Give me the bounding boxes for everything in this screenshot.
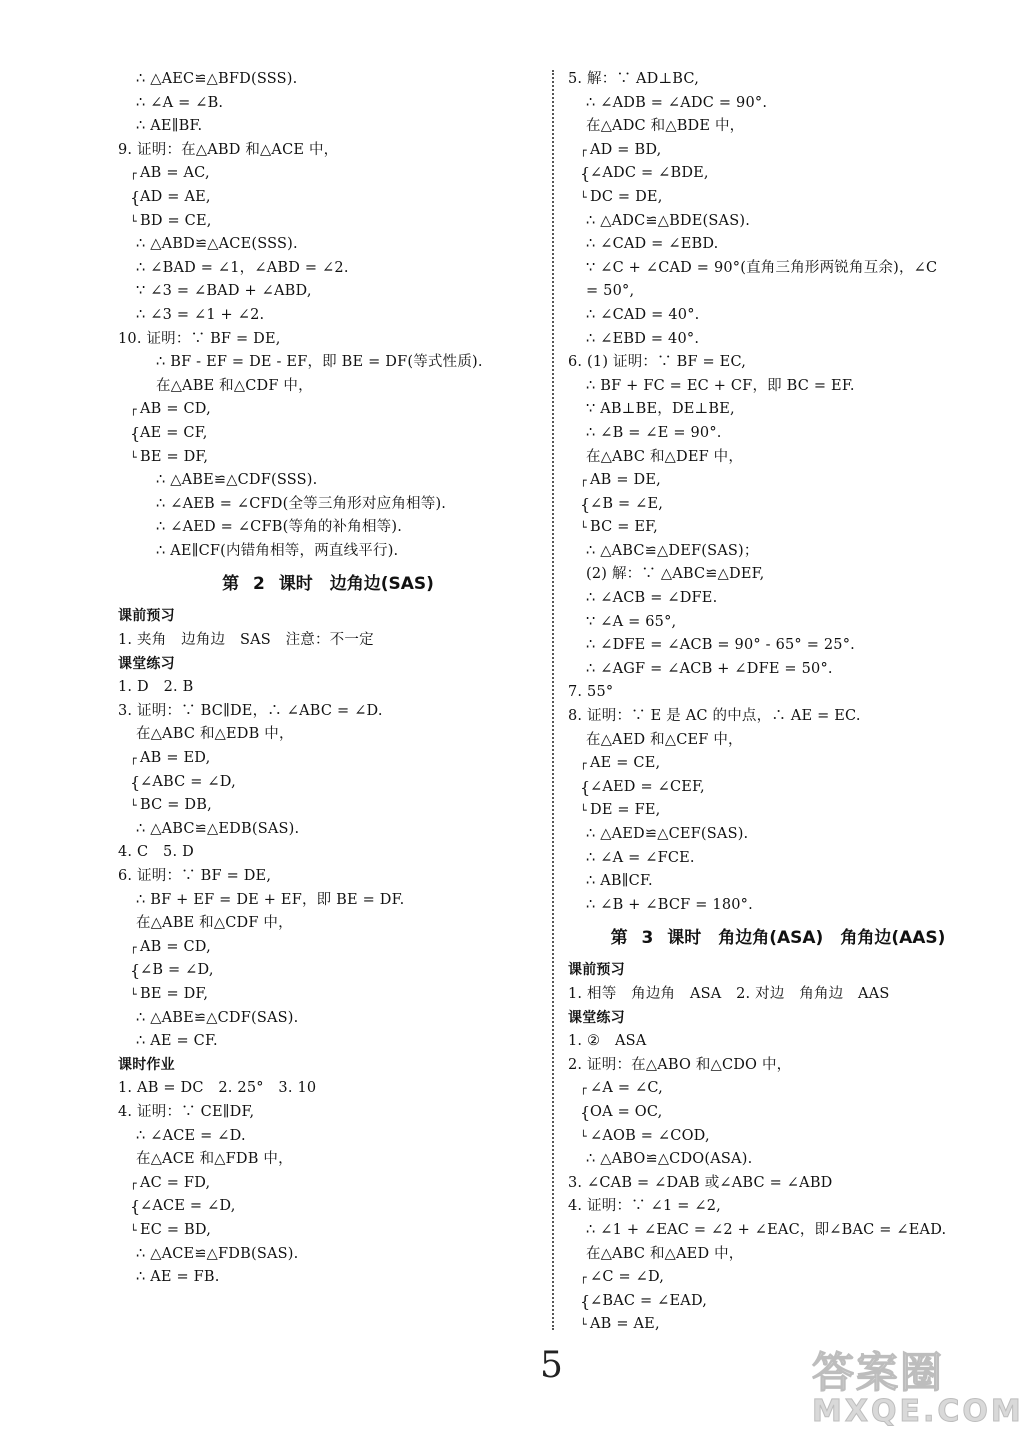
- brace-condition-line: [118, 210, 538, 234]
- section-heading: 课前预习: [568, 962, 625, 979]
- brace-mark: [580, 516, 590, 540]
- text-line: ∴ ∠A = ∠FCE.: [586, 849, 695, 866]
- brace-mark: [130, 446, 140, 470]
- text-line: ∴ AE∥BF.: [136, 118, 203, 135]
- text-line: 1. 相等 角边角 ASA 2. 对边 角角边 AAS: [568, 985, 890, 1002]
- brace-mark: [130, 186, 140, 212]
- brace-condition-line: [568, 1077, 988, 1101]
- brace-mark: [130, 1172, 140, 1196]
- text-line: ∴ ∠A = ∠B.: [136, 94, 224, 111]
- condition-text: ∠A = ∠C,: [590, 1080, 663, 1097]
- condition-text: AB = AC,: [140, 165, 210, 182]
- text-line: ∴ △ABE≌△CDF(SSS).: [156, 472, 318, 489]
- text-line: ∴ ∠B = ∠E = 90°.: [586, 424, 722, 441]
- condition-text: BC = DB,: [140, 797, 212, 814]
- brace-mark: [130, 162, 140, 186]
- condition-text: BD = CE,: [140, 212, 212, 229]
- brace-condition-line: [118, 446, 538, 470]
- brace-condition-line: [118, 162, 538, 186]
- condition-text: BE = DF,: [140, 448, 209, 465]
- right-column: [568, 68, 988, 1337]
- text-line: ∴ △ABC≌△EDB(SAS).: [136, 820, 300, 837]
- brace-condition-line: [568, 139, 988, 163]
- text-line: 10. 证明：∵ BF = DE,: [118, 330, 281, 347]
- brace-condition-line: [568, 493, 988, 517]
- brace-condition-line: [118, 1172, 538, 1196]
- text-line: ∵ ∠A = 65°,: [586, 613, 677, 630]
- text-line: ∴ ∠ACB = ∠DFE.: [586, 590, 718, 607]
- text-line: ∴ △ABC≌△DEF(SAS)；: [586, 542, 759, 559]
- text-line: ∴ △ABE≌△CDF(SAS).: [136, 1009, 299, 1026]
- section-heading: 课堂练习: [568, 1009, 625, 1026]
- text-line: ∴ △ABO≌△CDO(ASA).: [586, 1151, 753, 1168]
- condition-text: AD = BD,: [590, 141, 662, 158]
- brace-condition-line: [118, 959, 538, 983]
- brace-mark: [130, 210, 140, 234]
- watermark-text-cn: 答案圈: [812, 1348, 945, 1397]
- text-line: ∴ ∠CAD = 40°.: [586, 306, 700, 323]
- condition-text: DC = DE,: [590, 188, 663, 205]
- watermark-logo: [812, 1340, 1024, 1429]
- section-heading: 课堂练习: [118, 655, 175, 672]
- text-line: ∴ △AEC≌△BFD(SSS).: [136, 71, 298, 87]
- text-line: 在△ABE 和△CDF 中，: [156, 377, 313, 394]
- brace-condition-line: [568, 752, 988, 776]
- left-column: [118, 68, 538, 1290]
- text-line: ∴ ∠EBD = 40°.: [586, 330, 700, 347]
- lesson-title: 第 3 课时 角边角(ASA) 角角边(AAS): [610, 928, 946, 949]
- text-line: 4. C 5. D: [118, 844, 194, 861]
- condition-text: ∠B = ∠E,: [590, 495, 664, 512]
- section-heading: 课前预习: [118, 608, 175, 625]
- text-line: 6. 证明：∵ BF = DE,: [118, 868, 272, 884]
- brace-condition-line: [118, 186, 538, 210]
- brace-mark: [130, 1195, 140, 1221]
- text-line: ∴ ∠AEB = ∠CFD(全等三角形对应角相等).: [156, 495, 447, 512]
- text-line: 3. ∠CAB = ∠DAB 或∠ABC = ∠ABD: [568, 1174, 833, 1191]
- text-line: ∵ ∠C + ∠CAD = 90°(直角三角形两锐角互余)，∠C: [586, 259, 938, 276]
- brace-mark: [130, 983, 140, 1007]
- text-line: 在△ADC 和△BDE 中，: [586, 118, 745, 135]
- text-line: 5. 解：∵ AD⊥BC,: [568, 71, 699, 87]
- brace-mark: [130, 398, 140, 422]
- condition-text: AB = AE,: [590, 1316, 660, 1333]
- text-line: (2) 解：∵ △ABC≌△DEF,: [586, 566, 765, 583]
- text-line: 9. 证明：在△ABD 和△ACE 中，: [118, 141, 339, 158]
- condition-text: ∠ABC = ∠D,: [140, 773, 236, 790]
- brace-mark: [580, 186, 590, 210]
- text-line: ∴ △AED≌△CEF(SAS).: [586, 826, 749, 842]
- text-line: 在△ACE 和△FDB 中，: [136, 1151, 293, 1168]
- text-line: 在△ABE 和△CDF 中，: [136, 915, 293, 932]
- brace-mark: [580, 1266, 590, 1290]
- brace-condition-line: [118, 1219, 538, 1243]
- text-line: 在△ABC 和△EDB 中，: [136, 726, 294, 743]
- text-line: 8. 证明：∵ E 是 AC 的中点，∴ AE = EC.: [568, 708, 861, 725]
- brace-mark: [580, 469, 590, 493]
- brace-mark: [130, 959, 140, 985]
- brace-mark: [580, 139, 590, 163]
- brace-mark: [580, 752, 590, 776]
- text-line: ∴ ∠1 + ∠EAC = ∠2 + ∠EAC，即∠BAC = ∠EAD.: [586, 1221, 947, 1238]
- column-divider: [552, 70, 554, 1330]
- text-line: = 50°,: [586, 283, 635, 300]
- text-line: ∴ AB∥CF.: [586, 873, 653, 890]
- brace-condition-line: [118, 771, 538, 795]
- condition-text: AB = CD,: [140, 938, 211, 955]
- condition-text: EC = BD,: [140, 1221, 212, 1238]
- brace-condition-line: [568, 162, 988, 186]
- text-line: ∴ △ADC≌△BDE(SAS).: [586, 212, 751, 229]
- text-line: ∴ ∠B + ∠BCF = 180°.: [586, 896, 753, 913]
- text-line: ∴ AE = FB.: [136, 1269, 220, 1286]
- text-line: ∴ △ABD≌△ACE(SSS).: [136, 236, 298, 253]
- brace-condition-line: [568, 516, 988, 540]
- brace-mark: [580, 493, 590, 519]
- brace-condition-line: [568, 1125, 988, 1149]
- text-line: ∴ AE = CF.: [136, 1033, 218, 1050]
- brace-mark: [580, 1077, 590, 1101]
- condition-text: ∠BAC = ∠EAD,: [590, 1292, 708, 1309]
- condition-text: AC = FD,: [140, 1174, 211, 1191]
- text-line: 7. 55°: [568, 684, 614, 701]
- text-line: ∵ ∠3 = ∠BAD + ∠ABD,: [136, 283, 312, 300]
- condition-text: ∠ACE = ∠D,: [140, 1198, 236, 1215]
- text-line: 在△AED 和△CEF 中，: [586, 731, 743, 748]
- condition-text: ∠C = ∠D,: [590, 1269, 665, 1286]
- text-line: ∴ BF + FC = EC + CF，即 BC = EF.: [586, 377, 855, 394]
- brace-mark: [130, 936, 140, 960]
- text-line: ∴ ∠ACE = ∠D.: [136, 1127, 246, 1144]
- brace-condition-line: [118, 936, 538, 960]
- text-line: 在△ABC 和△DEF 中，: [586, 448, 744, 465]
- brace-condition-line: [118, 794, 538, 818]
- brace-condition-line: [118, 747, 538, 771]
- brace-mark: [580, 799, 590, 823]
- text-line: 2. 证明：在△ABO 和△CDO 中，: [568, 1056, 792, 1073]
- text-line: ∴ BF + EF = DE + EF，即 BE = DF.: [136, 891, 405, 908]
- brace-condition-line: [118, 398, 538, 422]
- text-line: 4. 证明：∵ ∠1 = ∠2,: [568, 1198, 721, 1215]
- page-number: 5: [540, 1345, 563, 1386]
- brace-mark: [130, 771, 140, 797]
- brace-condition-line: [568, 1101, 988, 1125]
- text-line: 1. AB = DC 2. 25° 3. 10: [118, 1080, 317, 1097]
- text-line: 1. D 2. B: [118, 679, 194, 696]
- brace-mark: [580, 776, 590, 802]
- condition-text: AE = CF,: [140, 424, 208, 441]
- condition-text: ∠B = ∠D,: [140, 962, 214, 979]
- condition-text: AE = CE,: [590, 755, 661, 772]
- text-line: 在△ABC 和△AED 中，: [586, 1245, 744, 1262]
- text-line: 3. 证明：∵ BC∥DE，∴ ∠ABC = ∠D.: [118, 702, 383, 719]
- brace-condition-line: [118, 1195, 538, 1219]
- brace-condition-line: [568, 186, 988, 210]
- text-line: 1. ② ASA: [568, 1033, 647, 1050]
- brace-condition-line: [568, 469, 988, 493]
- condition-text: BE = DF,: [140, 985, 209, 1002]
- brace-mark: [130, 1219, 140, 1243]
- brace-condition-line: [568, 776, 988, 800]
- brace-condition-line: [568, 799, 988, 823]
- text-line: ∴ ∠CAD = ∠EBD.: [586, 236, 719, 253]
- text-line: ∴ ∠3 = ∠1 + ∠2.: [136, 306, 265, 323]
- condition-text: AB = CD,: [140, 401, 211, 418]
- condition-text: BC = EF,: [590, 519, 658, 536]
- section-heading: 课时作业: [118, 1056, 175, 1073]
- text-line: ∴ ∠BAD = ∠1，∠ABD = ∠2.: [136, 259, 349, 276]
- brace-mark: [130, 747, 140, 771]
- condition-text: ∠AOB = ∠COD,: [590, 1127, 710, 1144]
- condition-text: AD = AE,: [140, 188, 211, 205]
- text-line: ∴ BF - EF = DE - EF，即 BE = DF(等式性质).: [156, 354, 483, 371]
- text-line: ∵ AB⊥BE，DE⊥BE,: [586, 401, 735, 418]
- condition-text: DE = FE,: [590, 802, 661, 819]
- brace-mark: [580, 1101, 590, 1127]
- brace-condition-line: [568, 1313, 988, 1337]
- text-line: ∴ AE∥CF(内错角相等，两直线平行).: [156, 542, 399, 559]
- brace-condition-line: [568, 1290, 988, 1314]
- brace-mark: [580, 1313, 590, 1337]
- lesson-title: 第 2 课时 边角边(SAS): [222, 574, 434, 595]
- text-line: ∴ ∠DFE = ∠ACB = 90° - 65° = 25°.: [586, 637, 855, 654]
- text-line: 1. 夹角 边角边 SAS 注意：不一定: [118, 632, 374, 649]
- condition-text: OA = OC,: [590, 1103, 663, 1120]
- watermark-text-en: MXQE.COM: [812, 1394, 1024, 1429]
- brace-condition-line: [118, 983, 538, 1007]
- brace-condition-line: [118, 422, 538, 446]
- condition-text: AB = ED,: [140, 750, 211, 767]
- text-line: ∴ △ACE≌△FDB(SAS).: [136, 1245, 299, 1262]
- text-line: 4. 证明：∵ CE∥DF,: [118, 1103, 255, 1120]
- brace-mark: [580, 162, 590, 188]
- brace-mark: [130, 794, 140, 818]
- brace-mark: [580, 1125, 590, 1149]
- condition-text: AB = DE,: [590, 472, 661, 489]
- brace-mark: [580, 1290, 590, 1316]
- text-line: ∴ ∠ADB = ∠ADC = 90°.: [586, 94, 768, 111]
- text-line: ∴ ∠AED = ∠CFB(等角的补角相等).: [156, 519, 403, 536]
- brace-condition-line: [568, 1266, 988, 1290]
- condition-text: ∠ADC = ∠BDE,: [590, 165, 709, 182]
- condition-text: ∠AED = ∠CEF,: [590, 778, 705, 795]
- text-line: ∴ ∠AGF = ∠ACB + ∠DFE = 50°.: [586, 660, 833, 677]
- brace-mark: [130, 422, 140, 448]
- text-line: 6. (1) 证明：∵ BF = EC,: [568, 354, 747, 371]
